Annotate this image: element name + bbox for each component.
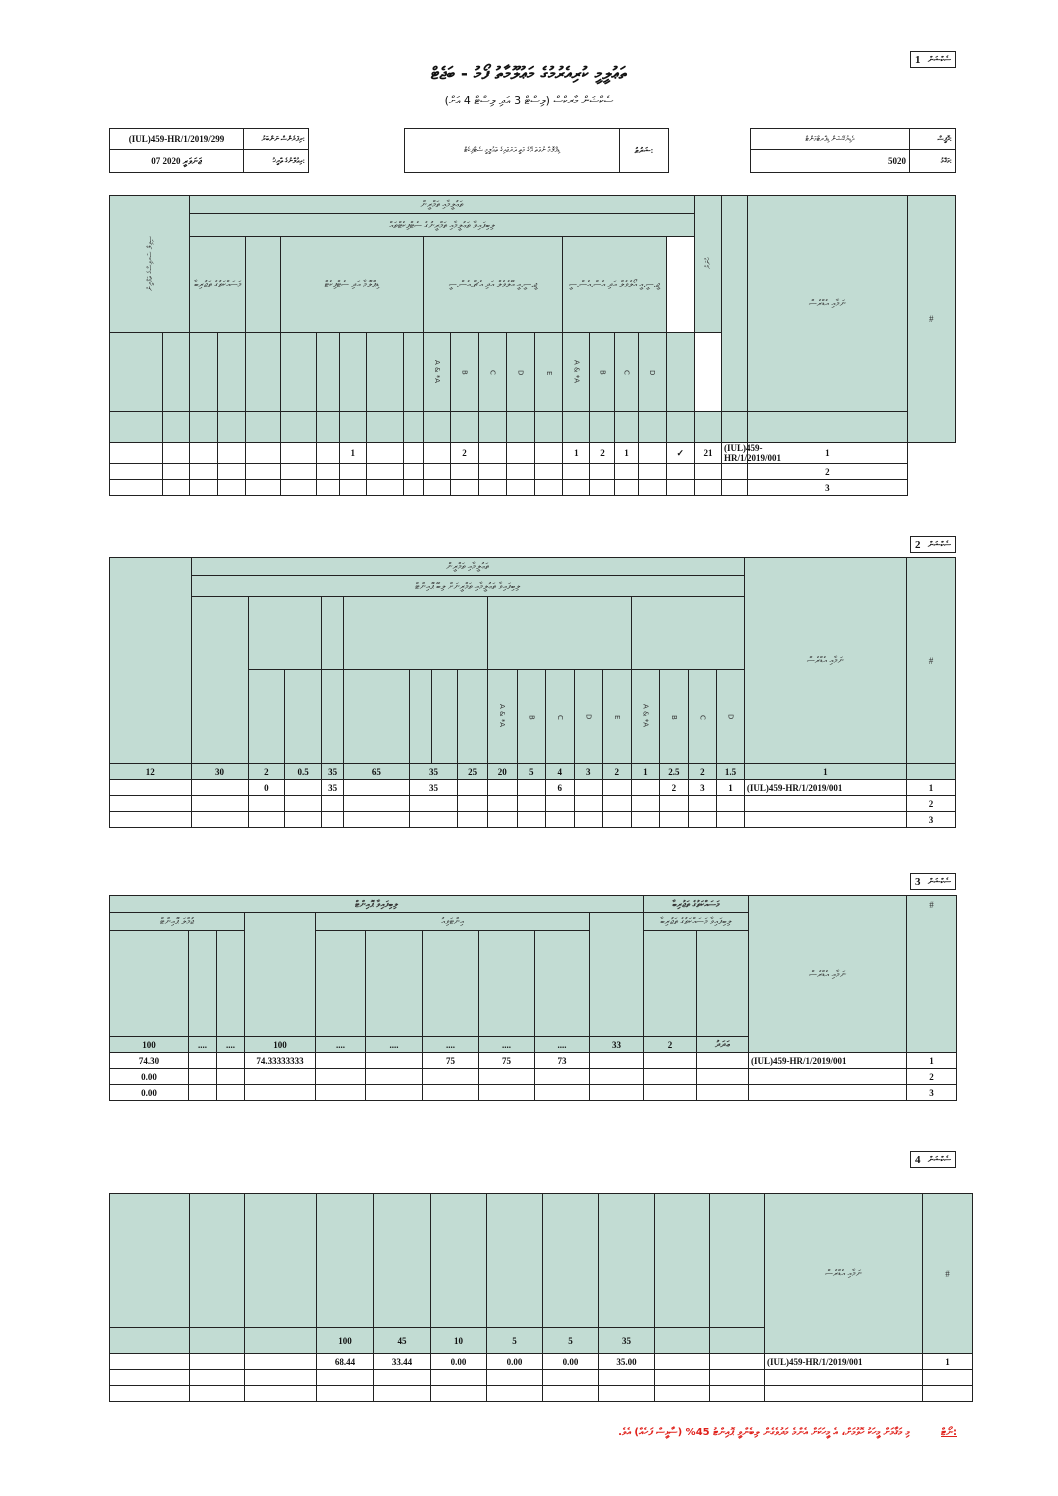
t2-grade-a-c: C (698, 714, 707, 720)
t2-grade-b-d: D (584, 714, 593, 720)
t3-point: .... (366, 1037, 423, 1053)
t1-h-top: ތަޢުލީމާއި ތަމްރީން (190, 196, 695, 214)
t1-h-name: ނަމާއި އެޑްރެސް (748, 196, 908, 412)
post-value: 5020 (750, 149, 910, 173)
office-label: އޮފީސް: (909, 128, 956, 150)
post-label: މަޤާމު: (909, 149, 956, 173)
t2-hash: 1 (906, 780, 955, 796)
t2-grade-b-a: A & *A (498, 704, 507, 727)
t4-point: 5 (487, 1328, 543, 1354)
t3-point: 100 (110, 1037, 189, 1053)
center-label: ޝަރުޠު: (619, 128, 669, 173)
t3-hash: 3 (907, 1085, 957, 1101)
t1-grade-b-e: E (544, 370, 553, 375)
t1-h-c2 (246, 237, 280, 333)
table-row (110, 780, 956, 796)
section-num: 4 (915, 1153, 921, 1166)
section-text: ސެކްޝަން (927, 876, 951, 886)
table-row (110, 1085, 957, 1101)
t2-h-top: ތަޢުލީމާއި ތަމްރީން (191, 558, 744, 576)
section-label-2 (910, 536, 956, 553)
note-label: ނޯޓް: (941, 1427, 957, 1438)
t4-cell: 35.00 (599, 1354, 655, 1370)
t3-total: 74.30 (110, 1053, 189, 1069)
t2-point: 1.5 (717, 764, 745, 780)
office-value: އެޑިޔުކޭޝަން ޑިޕާރޓްމަންޓް (750, 128, 910, 150)
t3-cell: 75 (423, 1053, 479, 1069)
t1-name: (IUL)459-HR/1/2019/001 (721, 443, 747, 464)
t1-grade-b-b: B (460, 370, 469, 375)
table-row (110, 1386, 973, 1402)
table-row (110, 1053, 957, 1069)
t3-point: .... (479, 1037, 535, 1053)
t2-grade-b-c: C (555, 714, 564, 720)
t3-point: 100 (245, 1037, 316, 1053)
section-num: 3 (915, 875, 921, 888)
t2-cell: 1 (717, 780, 745, 796)
t3-point: .... (189, 1037, 217, 1053)
t2-h-hash: # (906, 558, 955, 764)
t3-point: .... (535, 1037, 590, 1053)
table-row (110, 443, 956, 464)
t1-grade-b-c: C (488, 370, 497, 375)
t3-point: .... (423, 1037, 479, 1053)
t1-h-a: ޖީ.ސީ.އީ އޯލެވެލް އަދި އެސް.އެސް.ސީ (563, 237, 666, 333)
t2-h-sub: ލިބިފައިވާ ތަޢުލީމާއި ތަމްރީނަށް ލިބޭ ޕޮއިންޓް (191, 576, 744, 597)
t1-hash: 2 (748, 464, 908, 480)
t1-name (721, 464, 747, 480)
t3-name (749, 1069, 907, 1085)
t4-point: 5 (543, 1328, 599, 1354)
t1-hash: 3 (748, 480, 908, 496)
table-row (110, 796, 956, 812)
table-2 (109, 557, 956, 828)
section-text: ސެކްޝަން (927, 1154, 951, 1164)
t2-cell: 6 (546, 780, 575, 796)
t2-point: 20 (487, 764, 517, 780)
t3-point: 2 (644, 1037, 697, 1053)
t4-cell: 0.00 (487, 1354, 543, 1370)
t2-point: 65 (344, 764, 409, 780)
ref-value: (IUL)459-HR/1/2019/299 (109, 128, 244, 150)
table-3 (109, 895, 957, 1101)
t2-name: (IUL)459-HR/1/2019/001 (744, 780, 906, 796)
table-row (110, 464, 956, 480)
center-text: ޑިޕްލޮމާ ނުވަތަ އޭގެ މަތީ ދަރަޖައިގެ ތަޢުލީމީ ސެޓްފިކެޓް (404, 128, 620, 173)
t3-hash: 2 (907, 1069, 957, 1085)
section-num: 2 (915, 538, 921, 551)
t1-grade-b-a: A & *A (432, 359, 441, 383)
t3-h-left-top: ލިބިފައިވާ ޕޮއިންޓް (110, 896, 644, 913)
t4-cell: 0.00 (543, 1354, 599, 1370)
t1-h-e: ހުނަރު (703, 257, 712, 269)
page-subtitle: ސެކްޝަން މާރކްސް (ލިސްޓް 3 އަދި ލިސްޓް 4 އަށް) (444, 94, 614, 107)
t3-point: 33 (590, 1037, 644, 1053)
table-row (110, 1354, 973, 1370)
t2-point: 3 (574, 764, 603, 780)
t3-name: (IUL)459-HR/1/2019/001 (749, 1053, 907, 1069)
t2-point: 5 (517, 764, 546, 780)
t1-h-left: ސިވިލް ސަރވިސްގެ ތަމްރީނު (145, 235, 154, 291)
t4-h-hash: # (923, 1194, 973, 1354)
t3-h-right-top: މަސައްކަތުގެ ތަޖުރިބާ (644, 896, 749, 913)
t4-h-name: ނަމާއި އެޑްރެސް (765, 1194, 923, 1354)
t4-cell: 0.00 (431, 1354, 487, 1370)
t1-hash: 1 (748, 443, 908, 464)
t4-cell: 68.44 (317, 1354, 374, 1370)
t1-grade-a-a: A & *A (572, 359, 581, 383)
t3-hash: 1 (907, 1053, 957, 1069)
date-label: އިޢުލާނުގެ ތާރީޚު: (243, 149, 309, 173)
t2-point: 25 (458, 764, 488, 780)
t3-point: .... (217, 1037, 245, 1053)
t4-point: 45 (374, 1328, 431, 1354)
section-num: 1 (915, 53, 921, 66)
t1-cell: 1 (339, 443, 366, 464)
t3-h-hash: # (907, 896, 957, 1053)
t2-grade-a-b: B (669, 714, 678, 720)
t2-point: 2 (688, 764, 717, 780)
t3-h-right-sub: ލިބިފައިވާ މަސައްކަތުގެ ތަޖުރިބާ (644, 913, 749, 931)
t1-check: ✓ (666, 443, 694, 464)
t3-cell: 75 (479, 1053, 535, 1069)
t3-cell: 73 (535, 1053, 590, 1069)
t1-cell: 21 (694, 443, 721, 464)
t2-point: 35 (409, 764, 458, 780)
t2-point: 30 (191, 764, 248, 780)
t1-grade-b-d: D (516, 369, 525, 375)
t2-point: 1 (631, 764, 660, 780)
note-text: މި މަޤާމަށް މީހަކު ހޮވުމަށް، އެ މީހަކަށް އެންމެ މަދުވެގެން ލިބެންވީ ޕޮއިންޓު 45% (ސާޅީސް ފަހެއް) އެވެ. (618, 1427, 910, 1438)
t2-point: 2.5 (660, 764, 689, 780)
t2-name (744, 796, 906, 812)
section-text: ސެކްޝަން (927, 54, 951, 64)
t4-point: 100 (317, 1328, 374, 1354)
t1-name (721, 480, 747, 496)
t2-point: 2 (603, 764, 632, 780)
t4-point: 10 (431, 1328, 487, 1354)
t3-point: ޢަދަދު (697, 1037, 749, 1053)
t2-grade-a-a: A & *A (641, 704, 650, 727)
t2-cell: 35 (321, 780, 343, 796)
t3-h-points: ޖުމްލަ ޕޮއިންޓް (110, 913, 245, 931)
t2-point: 2 (248, 764, 285, 780)
section-text: ސެކްޝަން (927, 539, 951, 549)
page-title: ތަޢުލީމީ ކުރިއެރުމުގެ މަޢުލޫމާތު ފޯމު - ބަޖެޓް (430, 64, 628, 84)
t4-hash: 1 (923, 1354, 973, 1370)
t2-grade-a-d: D (726, 714, 735, 720)
t3-h-name: ނަމާއި އެޑްރެސް (749, 896, 907, 1053)
t2-grade-b-e: E (612, 715, 621, 720)
table-row (110, 480, 956, 496)
t2-hash: 2 (906, 796, 955, 812)
t3-h-interview: އިންޓަވިއު (316, 913, 590, 931)
t1-cell: 2 (590, 443, 615, 464)
table-row (110, 1069, 957, 1085)
t1-h-d: މަސައްކަތުގެ ތަޖުރިބާ (190, 237, 246, 333)
table-1 (109, 195, 956, 496)
t2-cell: 0 (248, 780, 285, 796)
table-4 (109, 1193, 973, 1402)
table-row (110, 1370, 973, 1386)
t2-point: 4 (546, 764, 575, 780)
t1-h-hash: # (907, 196, 955, 443)
t3-total: 0.00 (110, 1085, 189, 1101)
t1-grade-a-c: C (622, 370, 631, 375)
t2-point: 0.5 (285, 764, 322, 780)
t1-grade-a-b: B (598, 370, 607, 375)
t3-total: 0.00 (110, 1069, 189, 1085)
t2-point: 12 (110, 764, 192, 780)
t2-hash: 3 (906, 812, 955, 828)
t3-avg: 74.33333333 (245, 1053, 316, 1069)
t1-cell: 2 (451, 443, 479, 464)
t2-point: 1 (744, 764, 906, 780)
section-label-1 (910, 51, 956, 68)
t1-grade-a-d: D (648, 369, 657, 375)
t1-h-b: ޖީ.ސީ.އީ އޭލެވެލް އަދި އެޗް.އެސް.ސީ (423, 237, 562, 333)
t1-h-c: ޑިޕްލޮމާ އަދި ސެޓްފިކެޓް (280, 237, 423, 333)
t1-cell: 1 (563, 443, 590, 464)
table-row (110, 812, 956, 828)
t3-name (749, 1085, 907, 1101)
section-label-4 (910, 1151, 956, 1168)
t2-h-name: ނަމާއި އެޑްރެސް (744, 558, 906, 764)
date-value: 07 ޖަނަވަރީ 2020 (109, 149, 244, 173)
t4-name: (IUL)459-HR/1/2019/001 (765, 1354, 923, 1370)
t4-cell: 33.44 (374, 1354, 431, 1370)
t2-cell: 3 (688, 780, 717, 796)
t1-h-sub: ލިބިފައިވާ ތަޢުލީމާއި ތަމްރީނުގެ ސެޓްފިކެޓްތައް (190, 214, 695, 237)
t2-name (744, 812, 906, 828)
t2-grade-b-b: B (527, 714, 536, 720)
t4-point: 35 (599, 1328, 655, 1354)
t2-cell: 35 (409, 780, 458, 796)
t2-point: 35 (321, 764, 343, 780)
section-label-3 (910, 873, 956, 890)
ref-label: ރިފަރެންސް ނަންބަރު: (243, 128, 309, 150)
t1-cell: 1 (615, 443, 638, 464)
t2-cell: 2 (660, 780, 689, 796)
t3-point: .... (316, 1037, 366, 1053)
